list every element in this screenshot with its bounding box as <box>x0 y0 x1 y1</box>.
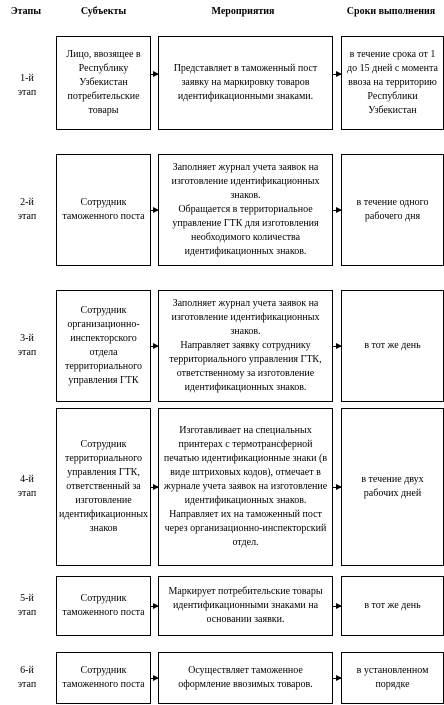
stage-label: 5-й этап <box>8 576 46 636</box>
stage-label: 2-й этап <box>8 154 46 266</box>
header-deadline: Сроки выполнения <box>346 6 436 17</box>
subject-box: Сотрудник организационно-инспекторского отдела территориального управления ГТК <box>56 290 151 402</box>
header-action: Мероприятия <box>211 6 275 17</box>
deadline-box: в тот же день <box>341 290 444 402</box>
subject-box: Лицо, ввозящее в Республику Узбекистан потребительские товары <box>56 36 151 130</box>
flow-arrow <box>151 74 158 75</box>
stage-label: 6-й этап <box>8 652 46 704</box>
header-subject: Субъекты <box>80 6 127 17</box>
action-box: Осуществляет таможенное оформление ввозимых товаров. <box>158 652 333 704</box>
stage-label: 1-й этап <box>8 42 46 130</box>
flow-arrow <box>151 606 158 607</box>
deadline-box: в тот же день <box>341 576 444 636</box>
flow-arrow <box>333 606 341 607</box>
action-box: Заполняет журнал учета заявок на изготовление идентификационных знаков. Направляет заявку сотруднику территориального управления ГТК, ответственному за изготовление идентификационных знаков. <box>158 290 333 402</box>
header-stage: Этапы <box>10 6 42 17</box>
action-box: Изготавливает на специальных принтерах с термотрансферной печатью идентификационные знаки (в виде штриховых кодов), отмечает в журнале учета заявок на изготовление идентификационных знаков. Направляет их на таможенный пост через организационно-инспекторский отдел. <box>158 408 333 566</box>
subject-box: Сотрудник таможенного поста <box>56 576 151 636</box>
flow-arrow <box>333 487 341 488</box>
subject-box: Сотрудник территориального управления ГТК, ответственный за изготовление идентификационных знаков <box>56 408 151 566</box>
stage-label: 3-й этап <box>8 290 46 402</box>
action-box: Заполняет журнал учета заявок на изготовление идентификационных знаков. Обращается в территориальное управление ГТК для изготовления необходимого количества идентификационных знаков. <box>158 154 333 266</box>
flow-arrow <box>333 210 341 211</box>
flow-arrow <box>333 678 341 679</box>
flow-arrow <box>151 487 158 488</box>
flow-arrow <box>333 74 341 75</box>
deadline-box: в течение срока от 1 до 15 дней с момента ввоза на территорию Республики Узбекистан <box>341 36 444 130</box>
action-box: Маркирует потребительские товары идентификационными знаками на основании заявки. <box>158 576 333 636</box>
stage-label: 4-й этап <box>8 408 46 566</box>
subject-box: Сотрудник таможенного поста <box>56 652 151 704</box>
flow-arrow <box>151 210 158 211</box>
flow-arrow <box>151 346 158 347</box>
deadline-box: в установленном порядке <box>341 652 444 704</box>
action-box: Представляет в таможенный пост заявку на маркировку товаров идентификационными знаками. <box>158 36 333 130</box>
deadline-box: в течение двух рабочих дней <box>341 408 444 566</box>
flow-arrow <box>333 346 341 347</box>
subject-box: Сотрудник таможенного поста <box>56 154 151 266</box>
flow-arrow <box>151 678 158 679</box>
deadline-box: в течение одного рабочего дня <box>341 154 444 266</box>
